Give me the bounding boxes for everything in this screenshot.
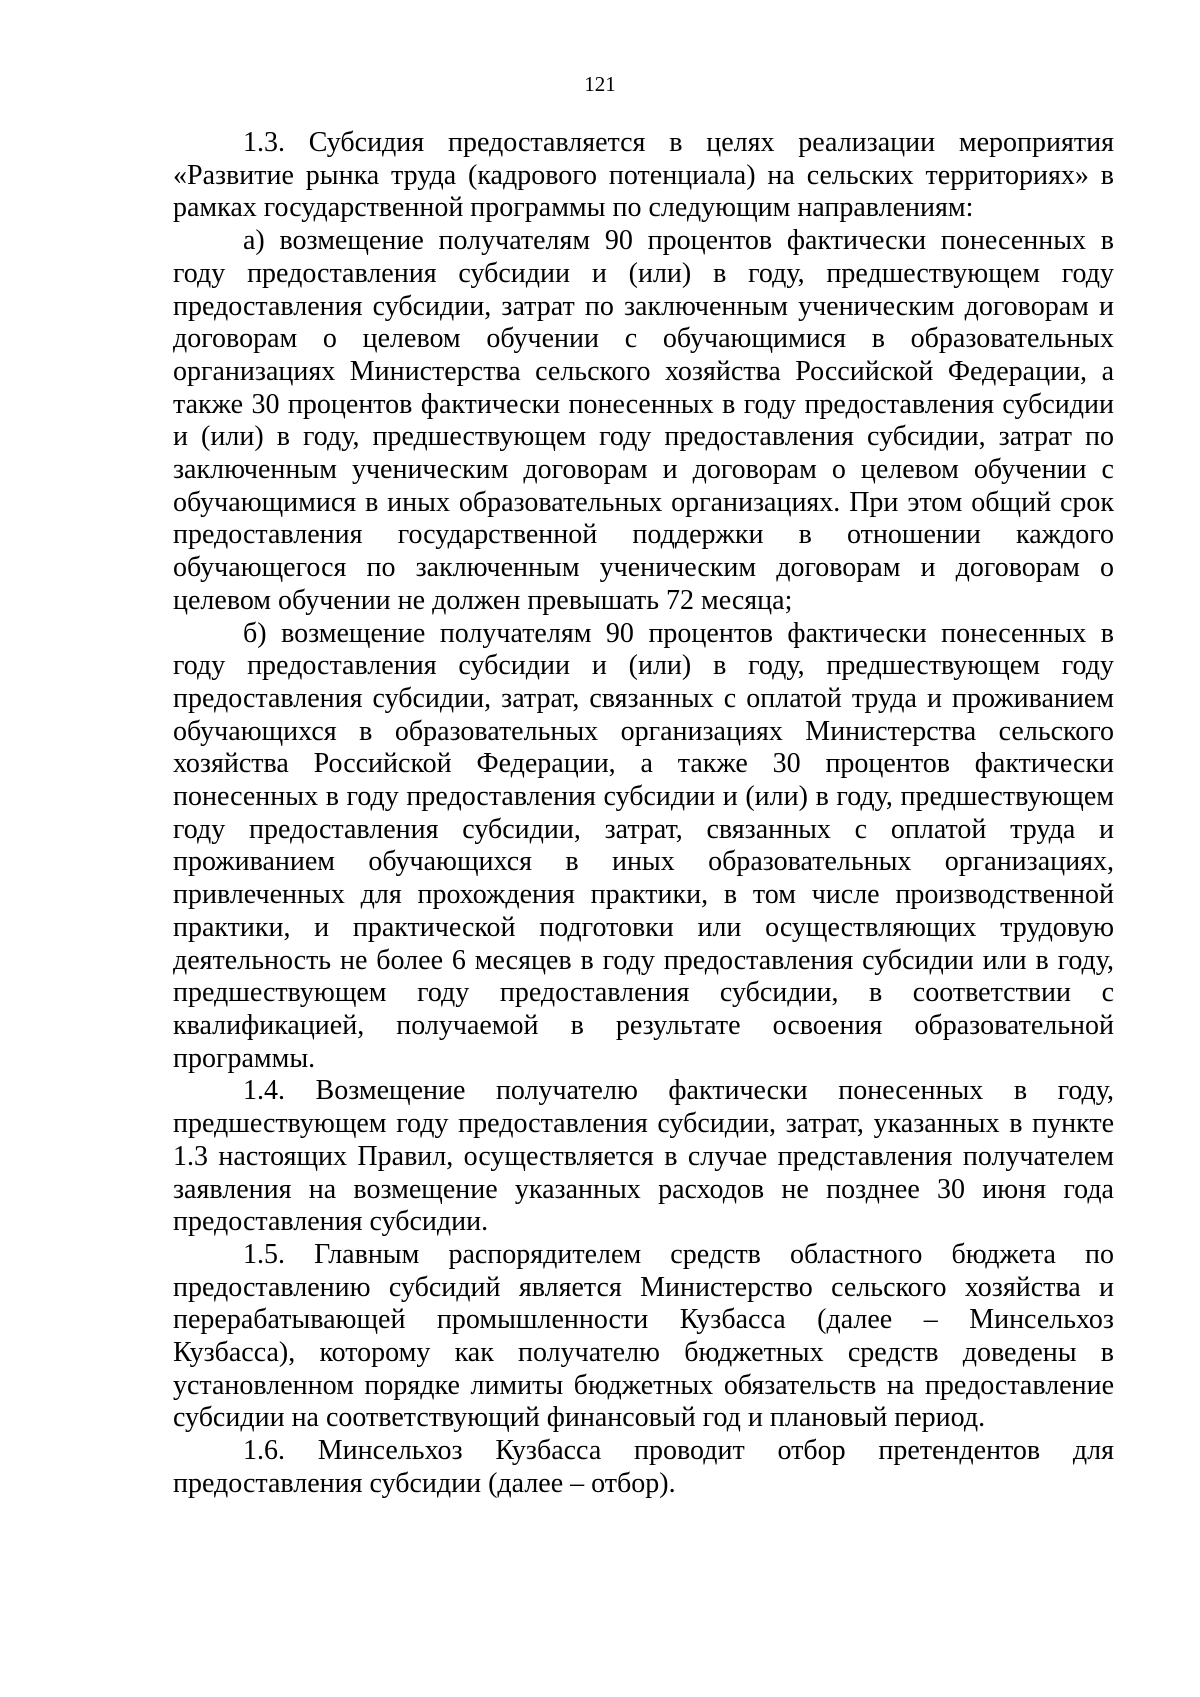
paragraph-1-4: 1.4. Возмещение получателю фактически понесенных в году, предшествующем году предоставления субсидии, затрат, указанных в пункте 1.3 настоящих Правил, осуществляется в случае представления получателем заявления на возмещение указанных расходов не позднее 30 июня года предоставления субсидии.: [173, 1075, 1114, 1238]
paragraph-1-3-b: б) возмещение получателям 90 процентов фактически понесенных в году предоставления субсидии и (или) в году, предшествующем году предоставления субсидии, затрат, связанных с оплатой труда и проживанием обучающихся в образовательных организациях Министерства сельского хозяйства Российской Федерации, а также 30 процентов фактически понесенных в году предоставления субсидии и (или) в году, предшествующем году предоставления субсидии, затрат, связанных с оплатой труда и проживанием обучающихся в иных образовательных организациях, привлеченных для прохождения практики, в том числе производственной практики, и практической подготовки или осуществляющих трудовую деятельность не более 6 месяцев в году предоставления субсидии или в году, предшествующем году предоставления субсидии, в соответствии с квалификацией, получаемой в результате освоения образовательной программы.: [173, 617, 1114, 1074]
page-number: 121: [584, 72, 616, 96]
paragraph-1-6: 1.6. Минсельхоз Кузбасса проводит отбор претендентов для предоставления субсидии (далее – отбор).: [173, 1435, 1114, 1499]
paragraph-1-5: 1.5. Главным распорядителем средств областного бюджета по предоставлению субсидий является Министерство сельского хозяйства и перерабатывающей промышленности Кузбасса (далее – Минсельхоз Кузбасса), которому как получателю бюджетных средств доведены в установленном порядке лимиты бюджетных обязательств на предоставление субсидии на соответствующий финансовый год и плановый период.: [173, 1238, 1114, 1434]
document-body: [173, 127, 1114, 1501]
paragraph-1-3-a: а) возмещение получателям 90 процентов фактически понесенных в году предоставления субсидии и (или) в году, предшествующем году предоставления субсидии, затрат по заключенным ученическим договорам и договорам о целевом обучении с обучающимися в образовательных организациях Министерства сельского хозяйства Российской Федерации, а также 30 процентов фактически понесенных в году предоставления субсидии и (или) в году, предшествующем году предоставления субсидии, затрат по заключенным ученическим договорам и договорам о целевом обучении с обучающимися в иных образовательных организациях. При этом общий срок предоставления государственной поддержки в отношении каждого обучающегося по заключенным ученическим договорам и договорам о целевом обучении не должен превышать 72 месяца;: [173, 225, 1114, 616]
paragraph-1-3: 1.3. Субсидия предоставляется в целях реализации мероприятия «Развитие рынка труда (кадрового потенциала) на сельских территориях» в рамках государственной программы по следующим направлениям:: [173, 127, 1114, 224]
